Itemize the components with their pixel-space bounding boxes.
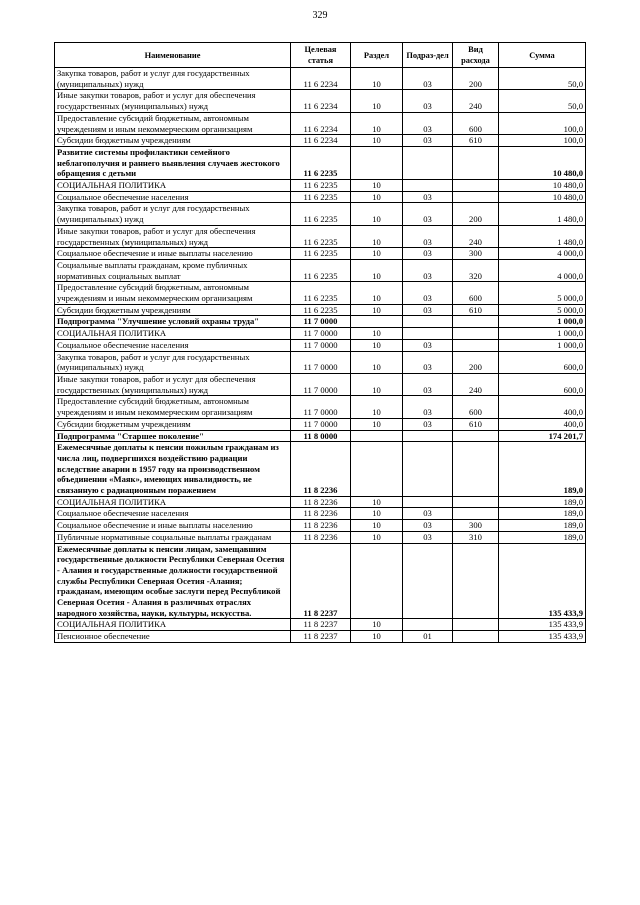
cell-subsection: 01 xyxy=(403,631,453,643)
cell-type xyxy=(453,316,499,328)
cell-name: Социальное обеспечение населения xyxy=(55,508,291,520)
cell-name: СОЦИАЛЬНАЯ ПОЛИТИКА xyxy=(55,619,291,631)
cell-name: Развитие системы профилактики семейного неблагополучия и раннего выявления случаев жестокого обращения с детьми xyxy=(55,146,291,179)
cell-amount: 5 000,0 xyxy=(499,282,586,304)
cell-code: 11 8 2237 xyxy=(291,543,351,619)
cell-name: Субсидии бюджетным учреждениям xyxy=(55,135,291,147)
cell-subsection: 03 xyxy=(403,191,453,203)
cell-amount: 189,0 xyxy=(499,531,586,543)
cell-name: Иные закупки товаров, работ и услуг для обеспечения государственных (муниципальных) нужд xyxy=(55,373,291,395)
cell-type xyxy=(453,543,499,619)
cell-type: 610 xyxy=(453,135,499,147)
cell-subsection: 03 xyxy=(403,339,453,351)
cell-name: Субсидии бюджетным учреждениям xyxy=(55,418,291,430)
cell-name: Социальное обеспечение населения xyxy=(55,339,291,351)
cell-type: 320 xyxy=(453,259,499,281)
cell-section: 10 xyxy=(351,531,403,543)
cell-code: 11 6 2235 xyxy=(291,259,351,281)
table-row xyxy=(55,68,586,90)
cell-section: 10 xyxy=(351,328,403,340)
cell-name: Закупка товаров, работ и услуг для государственных (муниципальных) нужд xyxy=(55,351,291,373)
cell-amount: 1 000,0 xyxy=(499,328,586,340)
table-row xyxy=(55,520,586,532)
cell-subsection: 03 xyxy=(403,112,453,134)
cell-section xyxy=(351,543,403,619)
cell-section xyxy=(351,442,403,497)
cell-subsection xyxy=(403,496,453,508)
cell-section: 10 xyxy=(351,508,403,520)
cell-amount: 174 201,7 xyxy=(499,430,586,442)
cell-section: 10 xyxy=(351,191,403,203)
cell-subsection: 03 xyxy=(403,259,453,281)
cell-section: 10 xyxy=(351,631,403,643)
cell-subsection: 03 xyxy=(403,135,453,147)
cell-name: СОЦИАЛЬНАЯ ПОЛИТИКА xyxy=(55,328,291,340)
cell-code: 11 8 2236 xyxy=(291,520,351,532)
table-row xyxy=(55,191,586,203)
cell-subsection: 03 xyxy=(403,520,453,532)
table-row xyxy=(55,304,586,316)
cell-code: 11 7 0000 xyxy=(291,418,351,430)
table-row xyxy=(55,112,586,134)
cell-subsection: 03 xyxy=(403,351,453,373)
cell-name: Иные закупки товаров, работ и услуг для обеспечения государственных (муниципальных) нужд xyxy=(55,90,291,112)
cell-code: 11 8 2236 xyxy=(291,508,351,520)
cell-amount: 10 480,0 xyxy=(499,180,586,192)
header-subsection: Подраз-дел xyxy=(403,43,453,68)
cell-type xyxy=(453,146,499,179)
cell-code: 11 8 2237 xyxy=(291,619,351,631)
table-row xyxy=(55,619,586,631)
table-row xyxy=(55,351,586,373)
cell-subsection: 03 xyxy=(403,373,453,395)
cell-code: 11 6 2235 xyxy=(291,146,351,179)
cell-type: 600 xyxy=(453,112,499,134)
cell-section: 10 xyxy=(351,90,403,112)
cell-code: 11 8 2236 xyxy=(291,442,351,497)
cell-amount: 135 433,9 xyxy=(499,543,586,619)
cell-section: 10 xyxy=(351,135,403,147)
cell-code: 11 7 0000 xyxy=(291,328,351,340)
cell-code: 11 8 2236 xyxy=(291,531,351,543)
cell-amount: 5 000,0 xyxy=(499,304,586,316)
table-row xyxy=(55,496,586,508)
cell-section xyxy=(351,316,403,328)
cell-name: Пенсионное обеспечение xyxy=(55,631,291,643)
cell-code: 11 7 0000 xyxy=(291,339,351,351)
cell-subsection: 03 xyxy=(403,508,453,520)
cell-type xyxy=(453,339,499,351)
cell-code: 11 6 2234 xyxy=(291,112,351,134)
cell-name: Предоставление субсидий бюджетным, автономным учреждениям и иным некоммерческим организациям xyxy=(55,112,291,134)
cell-name: Закупка товаров, работ и услуг для государственных (муниципальных) нужд xyxy=(55,203,291,225)
table-header-row xyxy=(55,43,586,68)
header-type: Вид расхода xyxy=(453,43,499,68)
cell-subsection xyxy=(403,619,453,631)
cell-section: 10 xyxy=(351,619,403,631)
page-number: 329 xyxy=(312,10,328,21)
cell-type: 600 xyxy=(453,282,499,304)
cell-code: 11 6 2235 xyxy=(291,180,351,192)
table-row xyxy=(55,180,586,192)
cell-section: 10 xyxy=(351,180,403,192)
cell-section xyxy=(351,146,403,179)
cell-type xyxy=(453,191,499,203)
cell-type: 600 xyxy=(453,396,499,418)
cell-code: 11 7 0000 xyxy=(291,373,351,395)
cell-section: 10 xyxy=(351,339,403,351)
header-code: Целевая статья xyxy=(291,43,351,68)
table-row xyxy=(55,531,586,543)
cell-amount: 4 000,0 xyxy=(499,259,586,281)
table-row xyxy=(55,203,586,225)
cell-amount: 189,0 xyxy=(499,496,586,508)
header-section: Раздел xyxy=(351,43,403,68)
cell-amount: 100,0 xyxy=(499,112,586,134)
cell-section: 10 xyxy=(351,282,403,304)
cell-section: 10 xyxy=(351,259,403,281)
cell-name: Субсидии бюджетным учреждениям xyxy=(55,304,291,316)
table-row xyxy=(55,631,586,643)
cell-type: 300 xyxy=(453,520,499,532)
cell-type xyxy=(453,619,499,631)
cell-subsection: 03 xyxy=(403,282,453,304)
cell-section: 10 xyxy=(351,248,403,260)
cell-subsection xyxy=(403,328,453,340)
cell-amount: 50,0 xyxy=(499,68,586,90)
table-row xyxy=(55,396,586,418)
cell-code: 11 6 2235 xyxy=(291,191,351,203)
cell-amount: 189,0 xyxy=(499,508,586,520)
cell-amount: 4 000,0 xyxy=(499,248,586,260)
cell-amount: 135 433,9 xyxy=(499,619,586,631)
table-row xyxy=(55,339,586,351)
table-row xyxy=(55,442,586,497)
cell-amount: 50,0 xyxy=(499,90,586,112)
cell-section: 10 xyxy=(351,68,403,90)
table-row xyxy=(55,282,586,304)
table-row xyxy=(55,508,586,520)
cell-section: 10 xyxy=(351,496,403,508)
cell-code: 11 6 2234 xyxy=(291,135,351,147)
cell-amount: 600,0 xyxy=(499,373,586,395)
cell-code: 11 8 0000 xyxy=(291,430,351,442)
cell-code: 11 6 2234 xyxy=(291,68,351,90)
cell-subsection xyxy=(403,316,453,328)
cell-code: 11 7 0000 xyxy=(291,351,351,373)
cell-code: 11 6 2235 xyxy=(291,304,351,316)
table-row xyxy=(55,146,586,179)
cell-section: 10 xyxy=(351,304,403,316)
cell-code: 11 7 0000 xyxy=(291,396,351,418)
cell-section: 10 xyxy=(351,396,403,418)
cell-amount: 400,0 xyxy=(499,396,586,418)
cell-section: 10 xyxy=(351,520,403,532)
cell-type: 300 xyxy=(453,248,499,260)
cell-type: 610 xyxy=(453,418,499,430)
cell-name: Иные закупки товаров, работ и услуг для обеспечения государственных (муниципальных) нужд xyxy=(55,225,291,247)
cell-section: 10 xyxy=(351,203,403,225)
cell-amount: 10 480,0 xyxy=(499,146,586,179)
cell-amount: 135 433,9 xyxy=(499,631,586,643)
cell-type: 610 xyxy=(453,304,499,316)
cell-code: 11 6 2235 xyxy=(291,248,351,260)
cell-name: СОЦИАЛЬНАЯ ПОЛИТИКА xyxy=(55,180,291,192)
cell-name: Ежемесячные доплаты к пенсии пожилым гражданам из числа лиц, подвергшихся воздействию радиации вследствие аварии в 1957 году на производственном объединении «Маяк», имеющих инвалидность, не связанную с радиационным поражением xyxy=(55,442,291,497)
cell-amount: 10 480,0 xyxy=(499,191,586,203)
cell-code: 11 8 2236 xyxy=(291,496,351,508)
cell-code: 11 8 2237 xyxy=(291,631,351,643)
table-row xyxy=(55,543,586,619)
table-row xyxy=(55,373,586,395)
cell-type xyxy=(453,496,499,508)
cell-amount: 189,0 xyxy=(499,520,586,532)
cell-subsection: 03 xyxy=(403,531,453,543)
cell-subsection: 03 xyxy=(403,304,453,316)
cell-subsection: 03 xyxy=(403,68,453,90)
cell-name: СОЦИАЛЬНАЯ ПОЛИТИКА xyxy=(55,496,291,508)
cell-name: Подпрограмма "Старшее поколение" xyxy=(55,430,291,442)
cell-type: 200 xyxy=(453,351,499,373)
cell-name: Социальное обеспечение населения xyxy=(55,191,291,203)
cell-name: Закупка товаров, работ и услуг для государственных (муниципальных) нужд xyxy=(55,68,291,90)
cell-type: 240 xyxy=(453,90,499,112)
cell-type: 200 xyxy=(453,68,499,90)
cell-subsection: 03 xyxy=(403,225,453,247)
cell-subsection: 03 xyxy=(403,203,453,225)
cell-type xyxy=(453,430,499,442)
cell-name: Социальное обеспечение и иные выплаты населению xyxy=(55,520,291,532)
cell-type xyxy=(453,442,499,497)
cell-amount: 189,0 xyxy=(499,442,586,497)
cell-type xyxy=(453,180,499,192)
cell-amount: 600,0 xyxy=(499,351,586,373)
table-row xyxy=(55,328,586,340)
cell-subsection xyxy=(403,146,453,179)
cell-code: 11 7 0000 xyxy=(291,316,351,328)
cell-subsection: 03 xyxy=(403,90,453,112)
cell-amount: 1 480,0 xyxy=(499,225,586,247)
cell-type: 310 xyxy=(453,531,499,543)
table-row xyxy=(55,316,586,328)
cell-code: 11 6 2235 xyxy=(291,203,351,225)
table-row xyxy=(55,259,586,281)
table-row xyxy=(55,248,586,260)
cell-subsection: 03 xyxy=(403,248,453,260)
budget-table xyxy=(54,42,586,643)
header-name: Наименование xyxy=(55,43,291,68)
cell-name: Социальное обеспечение и иные выплаты населению xyxy=(55,248,291,260)
cell-section: 10 xyxy=(351,112,403,134)
cell-name: Предоставление субсидий бюджетным, автономным учреждениям и иным некоммерческим организациям xyxy=(55,396,291,418)
cell-type: 200 xyxy=(453,203,499,225)
cell-subsection: 03 xyxy=(403,418,453,430)
cell-amount: 1 480,0 xyxy=(499,203,586,225)
cell-section: 10 xyxy=(351,418,403,430)
cell-subsection: 03 xyxy=(403,396,453,418)
table-row xyxy=(55,430,586,442)
cell-name: Подпрограмма "Улучшение условий охраны труда" xyxy=(55,316,291,328)
table-row xyxy=(55,418,586,430)
cell-code: 11 6 2235 xyxy=(291,282,351,304)
cell-section: 10 xyxy=(351,373,403,395)
cell-type xyxy=(453,508,499,520)
table-row xyxy=(55,225,586,247)
cell-type: 240 xyxy=(453,225,499,247)
cell-amount: 1 000,0 xyxy=(499,316,586,328)
cell-type: 240 xyxy=(453,373,499,395)
cell-amount: 100,0 xyxy=(499,135,586,147)
cell-code: 11 6 2235 xyxy=(291,225,351,247)
header-amount: Сумма xyxy=(499,43,586,68)
cell-subsection xyxy=(403,543,453,619)
table-row xyxy=(55,90,586,112)
cell-section xyxy=(351,430,403,442)
cell-subsection xyxy=(403,180,453,192)
cell-section: 10 xyxy=(351,351,403,373)
cell-name: Предоставление субсидий бюджетным, автономным учреждениям и иным некоммерческим организациям xyxy=(55,282,291,304)
cell-name: Социальные выплаты гражданам, кроме публичных нормативных социальных выплат xyxy=(55,259,291,281)
cell-code: 11 6 2234 xyxy=(291,90,351,112)
cell-name: Публичные нормативные социальные выплаты гражданам xyxy=(55,531,291,543)
cell-type xyxy=(453,328,499,340)
cell-name: Ежемесячные доплаты к пенсии лицам, замещавшим государственные должности Республики Северная Осетия - Алания и государственные должности государственной службы Республики Северная Осетия -Алания; гражданам, имеющим особые заслуги перед Республикой Северная Осетия - Алания в различных отраслях народного хозяйства, науки, культуры, искусства. xyxy=(55,543,291,619)
cell-amount: 1 000,0 xyxy=(499,339,586,351)
cell-section: 10 xyxy=(351,225,403,247)
cell-subsection xyxy=(403,442,453,497)
table-row xyxy=(55,135,586,147)
cell-subsection xyxy=(403,430,453,442)
cell-type xyxy=(453,631,499,643)
cell-amount: 400,0 xyxy=(499,418,586,430)
